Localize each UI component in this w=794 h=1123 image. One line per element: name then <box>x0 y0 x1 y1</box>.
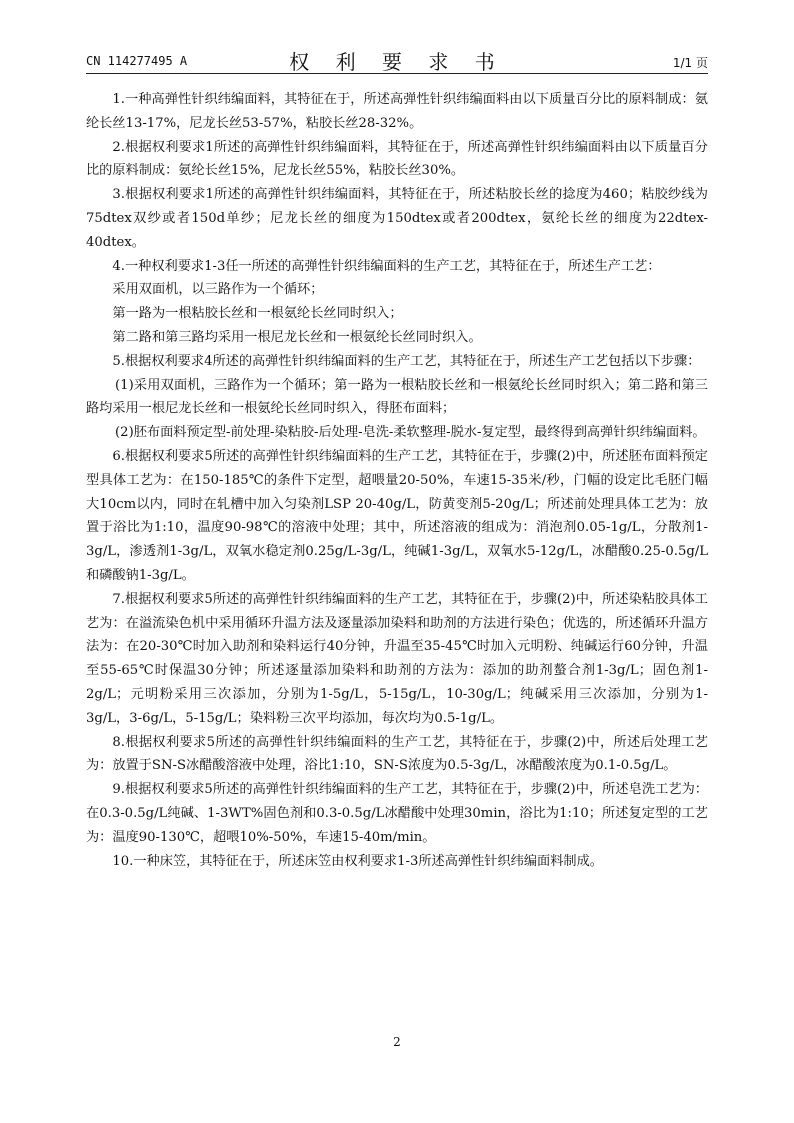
page-header <box>86 44 708 74</box>
claim-5-step-1: (1)采用双面机，三路作为一个循环；第一路为一根粘胶长丝和一根氨纶长丝同时织入；第二路和第三路均采用一根尼龙长丝和一根氨纶长丝同时织入，得胚布面料； <box>86 377 708 417</box>
page-indicator: 1/1 页 <box>672 56 708 70</box>
claim-1: 1.一种高弹性针织纬编面料，其特征在于，所述高弹性针织纬编面料由以下质量百分比的原料制成：氨纶长丝13-17%，尼龙长丝53-57%，粘胶长丝28-32%。 <box>86 92 708 131</box>
page-title: 权 利 要 求 书 <box>289 50 505 74</box>
document-number: CN 114277495 A <box>86 54 188 68</box>
claim-2: 2.根据权利要求1所述的高弹性针织纬编面料，其特征在于，所述高弹性针织纬编面料由以下质量百分比的原料制成：氨纶长丝15%，尼龙长丝55%，粘胶长丝30%。 <box>86 139 708 179</box>
header-divider <box>86 73 708 74</box>
claim-6: 6.根据权利要求5所述的高弹性针织纬编面料的生产工艺，其特征在于，步骤(2)中，所述胚布面料预定型具体工艺为：在150-185℃的条件下定型，超喂量20-50%，车速15-35米/秒，门幅的设定比毛胚门幅大10cm以内，同时在轧槽中加入匀染剂LSP 20-40g/L，防黄变剂5-20g/L；所述前处理具体工艺为：放置于浴比为1:10，温度90-98℃的溶液中处理；其中，所述溶液的组成为：消泡剂0.05-1g/L，分散剂1-3g/L，渗透剂1-3g/L，双氧水稳定剂0.25g/L-3g/L，纯碱1-3g/L，双氧水5-12g/L，冰醋酸0.25-0.5g/L和磷酸钠1-3g/L。 <box>86 448 708 583</box>
claim-9: 9.根据权利要求5所述的高弹性针织纬编面料的生产工艺，其特征在于，步骤(2)中，所述皂洗工艺为：在0.3-0.5g/L纯碱、1-3WT%固色剂和0.3-0.5g/L冰醋酸中处理30min，浴比为1:10；所述复定型的工艺为：温度90-130℃，超喂10%-50%，车速15-40m/min。 <box>86 782 708 845</box>
claim-8: 8.根据权利要求5所述的高弹性针织纬编面料的生产工艺，其特征在于，步骤(2)中，所述后处理工艺为：放置于SN-S冰醋酸溶液中处理，浴比1:10，SN-S浓度为0.5-3g/L，冰醋酸浓度为0.1-0.5g/L。 <box>86 734 708 774</box>
claim-4-line-1: 采用双面机，以三路作为一个循环； <box>112 282 324 298</box>
claims-body <box>86 88 708 873</box>
page-number: 2 <box>393 1035 401 1049</box>
claim-10: 10.一种床笠，其特征在于，所述床笠由权利要求1-3所述高弹性针织纬编面料制成。 <box>112 853 603 869</box>
claim-5-step-2: (2)胚布面料预定型-前处理-染粘胶-后处理-皂洗-柔软整理-脱水-复定型，最终得到高弹针织纬编面料。 <box>115 425 706 441</box>
claim-3: 3.根据权利要求1所述的高弹性针织纬编面料，其特征在于，所述粘胶长丝的捻度为460；粘胶纱线为75dtex双纱或者150d单纱；尼龙长丝的细度为150dtex或者200dtex，氨纶长丝的细度为22dtex-40dtex。 <box>86 187 708 250</box>
claim-7: 7.根据权利要求5所述的高弹性针织纬编面料的生产工艺，其特征在于，步骤(2)中，所述染粘胶具体工艺为：在溢流染色机中采用循环升温方法及逐量添加染料和助剂的方法进行染色；优选的，所述循环升温方法为：在20-30℃时加入助剂和染料运行40分钟，升温至35-45℃时加入元明粉、纯碱运行60分钟，升温至55-65℃时保温30分钟；所述逐量添加染料和助剂的方法为：添加的助剂螯合剂1-3g/L；固色剂1-2g/L；元明粉采用三次添加，分别为1-5g/L，5-15g/L，10-30g/L；纯碱采用三次添加，分别为1-3g/L，3-6g/L，5-15g/L；染料粉三次平均添加，每次均为0.5-1g/L。 <box>86 591 708 726</box>
claim-4-line-3: 第二路和第三路均采用一根尼龙长丝和一根氨纶长丝同时织入。 <box>112 329 482 345</box>
claim-5: 5.根据权利要求4所述的高弹性针织纬编面料的生产工艺，其特征在于，所述生产工艺包括以下步骤： <box>112 353 701 369</box>
claim-4-line-2: 第一路为一根粘胶长丝和一根氨纶长丝同时织入； <box>112 306 403 322</box>
claim-4: 4.一种权利要求1-3任一所述的高弹性针织纬编面料的生产工艺，其特征在于，所述生产工艺： <box>112 258 661 274</box>
